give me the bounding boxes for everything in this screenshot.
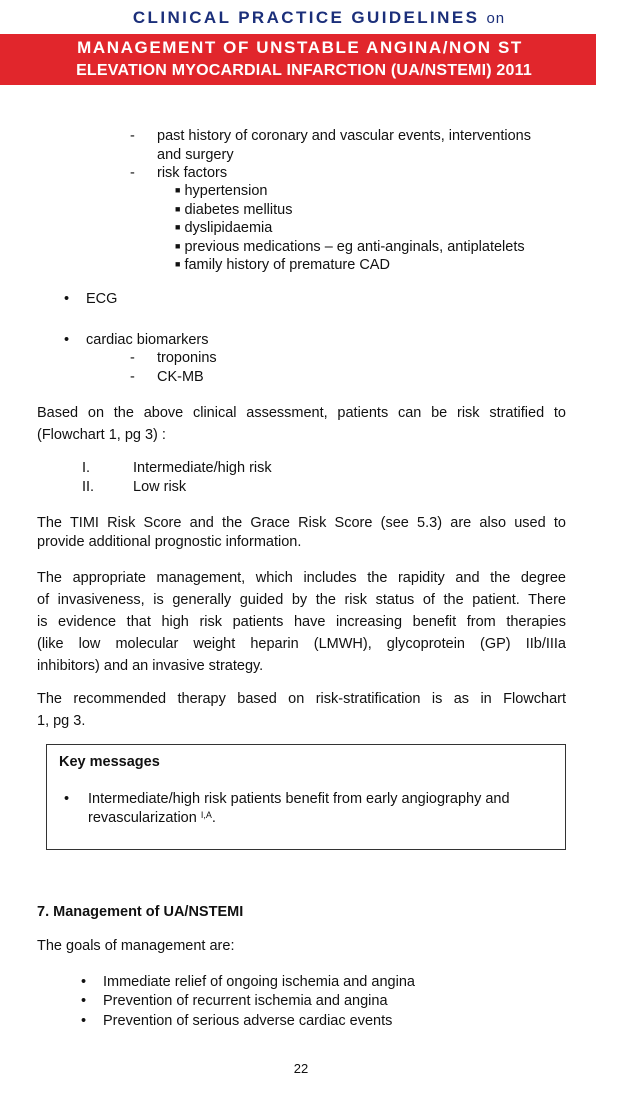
dash-marker: - bbox=[130, 165, 135, 181]
key-message-item bbox=[88, 790, 558, 828]
bullet-dot-icon: • bbox=[81, 993, 87, 1009]
risk-factor-label: diabetes mellitus bbox=[184, 202, 293, 218]
history-item-1-line-2: and surgery bbox=[157, 147, 234, 163]
square-bullet-icon: ■ bbox=[175, 259, 181, 269]
key-message-line-2 bbox=[88, 809, 558, 828]
goal-item: Immediate relief of ongoing ischemia and angina bbox=[103, 974, 415, 990]
square-bullet-icon: ■ bbox=[175, 241, 181, 251]
risk-list-number: II. bbox=[82, 479, 95, 495]
dash-marker: - bbox=[130, 128, 135, 144]
history-item-1-line-1: past history of coronary and vascular events, interventions bbox=[157, 128, 531, 144]
management-paragraph-line: of invasiveness, is generally guided by the risk status of the patient. There bbox=[37, 592, 566, 608]
risk-list-number: I. bbox=[82, 460, 91, 476]
header-title-on: on bbox=[486, 10, 506, 27]
bullet-dot-icon: • bbox=[81, 974, 87, 990]
section-intro: The goals of management are: bbox=[37, 938, 235, 954]
therapy-paragraph-line: 1, pg 3. bbox=[37, 713, 86, 729]
bullet-dot-icon: • bbox=[64, 791, 70, 807]
bullet-biomarkers: cardiac biomarkers bbox=[86, 332, 209, 348]
timi-paragraph-line: The TIMI Risk Score and the Grace Risk Score (see 5.3) are also used to bbox=[37, 515, 566, 531]
therapy-paragraph bbox=[37, 688, 566, 732]
risk-factor-item bbox=[175, 219, 272, 239]
bullet-dot-icon: • bbox=[64, 332, 70, 348]
risk-paragraph-line: Based on the above clinical assessment, patients can be risk stratified to bbox=[37, 405, 566, 421]
management-paragraph-line: is evidence that high risk patients have increasing benefit from therapies bbox=[37, 614, 566, 630]
risk-paragraph-line: (Flowchart 1, pg 3) : bbox=[37, 427, 166, 443]
risk-factor-label: family history of premature CAD bbox=[184, 257, 390, 273]
square-bullet-icon: ■ bbox=[175, 222, 181, 232]
risk-factor-item bbox=[175, 201, 292, 221]
risk-list-label: Intermediate/high risk bbox=[133, 460, 272, 476]
section-heading: 7. Management of UA/NSTEMI bbox=[37, 904, 244, 920]
goal-item: Prevention of serious adverse cardiac events bbox=[103, 1013, 393, 1029]
risk-list-label: Low risk bbox=[133, 479, 187, 495]
history-item-1 bbox=[157, 127, 577, 165]
key-messages-title: Key messages bbox=[59, 754, 160, 770]
square-bullet-icon: ■ bbox=[175, 185, 181, 195]
page-number: 22 bbox=[293, 1061, 309, 1076]
history-item-2: risk factors bbox=[157, 165, 228, 181]
bullet-dot-icon: • bbox=[81, 1013, 87, 1029]
bullet-ecg: ECG bbox=[86, 291, 118, 307]
risk-factor-label: dyslipidaemia bbox=[184, 220, 273, 236]
dash-marker: - bbox=[130, 350, 135, 366]
key-message-line-2-text: revascularization bbox=[88, 810, 197, 826]
risk-factor-item bbox=[175, 182, 268, 202]
timi-paragraph bbox=[37, 514, 566, 552]
goal-item: Prevention of recurrent ischemia and angina bbox=[103, 993, 388, 1009]
header-band-line-1: MANAGEMENT OF UNSTABLE ANGINA/NON ST bbox=[77, 38, 523, 57]
therapy-paragraph-line: The recommended therapy based on risk-stratification is as in Flowchart bbox=[37, 691, 566, 707]
bullet-dot-icon: • bbox=[64, 291, 70, 307]
dash-marker: - bbox=[130, 369, 135, 385]
biomarker-item: troponins bbox=[157, 350, 217, 366]
management-paragraph-line: The appropriate management, which includes the rapidity and the degree bbox=[37, 570, 566, 586]
biomarker-item: CK-MB bbox=[157, 369, 204, 385]
header-band-line-2: ELEVATION MYOCARDIAL INFARCTION (UA/NSTEMI) 2011 bbox=[76, 62, 532, 79]
square-bullet-icon: ■ bbox=[175, 204, 181, 214]
key-message-period: . bbox=[211, 810, 216, 826]
key-message-line-1: Intermediate/high risk patients benefit from early angiography and bbox=[88, 791, 510, 807]
management-paragraph-line: (like low molecular weight heparin (LMWH), glycoprotein (GP) IIb/IIIa bbox=[37, 636, 566, 652]
header-title bbox=[0, 8, 638, 28]
evidence-grade: I,A bbox=[200, 810, 212, 820]
risk-factor-item bbox=[175, 238, 525, 258]
risk-factor-item bbox=[175, 256, 390, 276]
header-title-main: CLINICAL PRACTICE GUIDELINES bbox=[132, 8, 480, 27]
management-paragraph-line: inhibitors) and an invasive strategy. bbox=[37, 658, 264, 674]
risk-paragraph bbox=[37, 402, 566, 446]
timi-paragraph-line: provide additional prognostic information. bbox=[37, 534, 302, 550]
risk-factor-label: previous medications – eg anti-anginals, antiplatelets bbox=[184, 239, 525, 255]
management-paragraph bbox=[37, 567, 566, 677]
risk-factor-label: hypertension bbox=[184, 183, 268, 199]
